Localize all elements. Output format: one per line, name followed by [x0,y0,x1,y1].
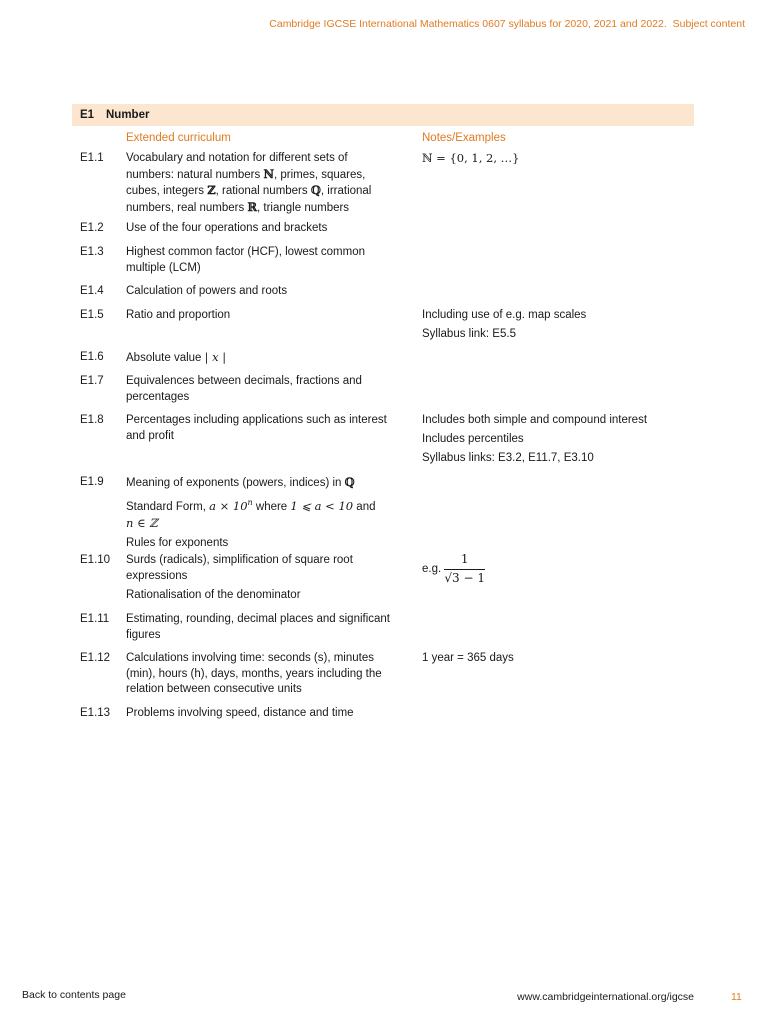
footer-url[interactable]: www.cambridgeinternational.org/igcse [517,991,694,1003]
row-code: E1.12 [80,652,111,664]
row-code: E1.11 [80,613,110,625]
row-description: Meaning of exponents (powers, indices) in ℚ Standard Form, $a \times 10^n$ where 1 ⩽ a < 10 and n ∈ ℤ Rules for exponents [126,475,376,549]
column-heading-curriculum: Extended curriculum [126,132,231,144]
row-code: E1.2 [80,222,104,234]
note-line: Including use of e.g. map scales [422,309,587,321]
section-number: E1 [80,109,95,121]
row-notes [422,308,702,343]
row-description: Calculations involving time: seconds (s), minutes (min), hours (h), days, months, years including the relation between consecutive units [126,652,382,696]
row-code: E1.10 [80,554,111,566]
row-description: Calculation of powers and roots [126,285,288,297]
header-title: Cambridge IGCSE International Mathematics 0607 syllabus for 2020, 2021 and 2022. [269,18,667,30]
row-code: E1.4 [80,285,104,297]
note-line: Syllabus links: E3.2, E11.7, E3.10 [422,452,594,465]
note-line: Syllabus link: E5.5 [422,328,516,341]
row-note [422,552,702,586]
note-prefix: e.g. [422,563,442,576]
row-description: Equivalences between decimals, fractions and percentages [126,375,362,403]
row-description: Vocabulary and notation for different sets of numbers: natural numbers ℕ, primes, squares, cubes, integers ℤ, rational numbers ℚ, irrational numbers, real numbers ℝ, triangle numbers [126,152,372,214]
page-number: 11 [731,991,742,1003]
row-note: 1 year = 365 days [422,652,514,664]
row-code: E1.13 [80,707,111,719]
note-line: Includes both simple and compound interest [422,414,648,426]
section-heading-bar [72,104,694,126]
row-description: Absolute value | x | [126,350,227,364]
row-description: Highest common factor (HCF), lowest common multiple (LCM) [126,246,366,274]
row-note: ℕ = {0, 1, 2, …} [422,151,520,165]
row-code: E1.3 [80,246,104,258]
row-description: Use of the four operations and brackets [126,222,328,234]
row-code: E1.8 [80,414,104,426]
back-to-contents-link[interactable]: Back to contents page [22,989,126,1001]
section-title: Number [106,109,150,121]
running-header [269,18,745,30]
row-description: Surds (radicals), simplification of square root expressions Rationalisation of the denominator [126,554,353,601]
row-description: Problems involving speed, distance and time [126,707,354,719]
header-section: Subject content [672,18,745,30]
column-heading-notes: Notes/Examples [422,132,506,144]
row-code: E1.1 [80,152,104,164]
note-line: Includes percentiles [422,433,524,446]
example-fraction: $\frac{1}{√3 - 1}$ [444,552,485,585]
row-description: Ratio and proportion [126,309,231,321]
row-description: Percentages including applications such as interest and profit [126,414,387,442]
row-notes [422,413,702,467]
row-description: Estimating, rounding, decimal places and significant figures [126,613,391,641]
row-code: E1.6 [80,351,104,363]
row-code: E1.7 [80,375,104,387]
row-code: E1.9 [80,476,104,488]
row-code: E1.5 [80,309,104,321]
